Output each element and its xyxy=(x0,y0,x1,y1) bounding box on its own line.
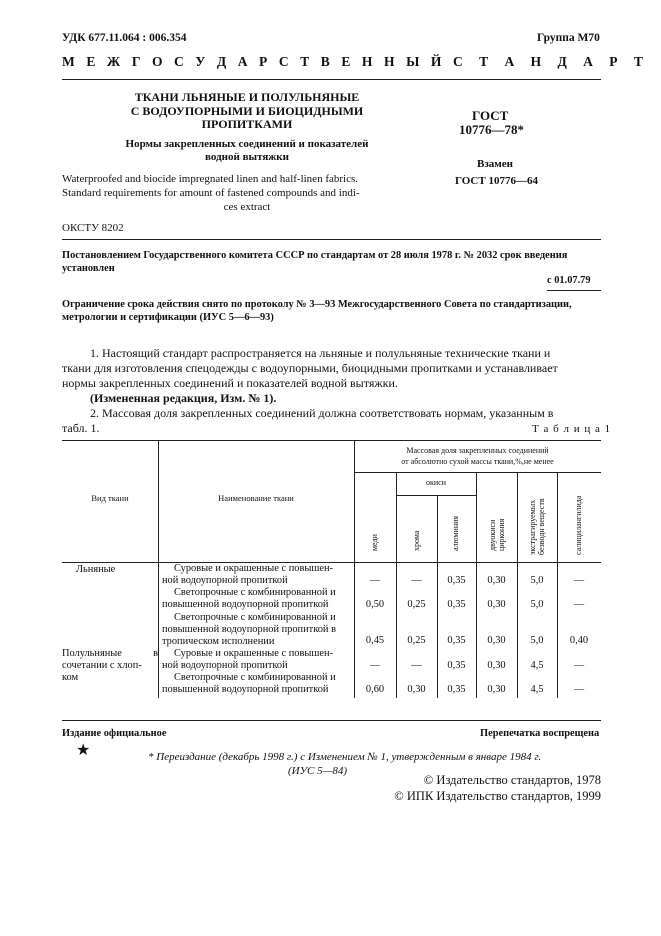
value-extract: 5,0 xyxy=(530,575,544,586)
name-line: Светопрочные с комбинированной и xyxy=(174,587,336,598)
value-salicylanilide: — xyxy=(573,599,585,610)
title-line: ПРОПИТКАМИ xyxy=(201,117,293,131)
header-oxides: окиси xyxy=(426,478,446,487)
table-top-rule xyxy=(62,440,601,441)
subtitle-line: Нормы закрепленных соединений и показателей xyxy=(125,138,369,150)
name-line: Светопрочные с комбинированной и xyxy=(174,612,336,623)
value-aluminium: 0,35 xyxy=(447,684,466,695)
value-copper: 0,45 xyxy=(365,635,385,646)
value-copper: 0,50 xyxy=(365,599,385,610)
reissue-line: * Переиздание (декабрь 1998 г.) с Изменением № 1, утвержденным в январе 1984 г. xyxy=(148,751,542,763)
table-row-name xyxy=(162,587,352,611)
kind-linen: Льняные xyxy=(76,564,116,575)
value-salicylanilide: — xyxy=(573,684,585,695)
title-block xyxy=(62,91,432,132)
value-extract: 4,5 xyxy=(530,684,544,695)
kind-line: сочетании с хлоп- xyxy=(62,660,142,671)
gost-label: ГОСТ xyxy=(472,108,509,123)
value-aluminium: 0,35 xyxy=(447,599,466,610)
udk-code: УДК 677.11.064 : 006.354 xyxy=(62,32,187,44)
value-zirconium: 0,30 xyxy=(487,660,506,671)
name-line: ной водоупорной пропиткой xyxy=(162,660,288,671)
value-chrome: — xyxy=(411,660,422,671)
decree-line: Постановлением Государственного комитета СССР по стандартам от 28 июля 1978 г. № 2032 срок введения xyxy=(62,250,568,261)
paragraph-1 xyxy=(62,346,601,436)
copyright-line: © ИПК Издательство стандартов, 1999 xyxy=(394,789,601,803)
value-aluminium: 0,35 xyxy=(447,575,466,586)
divider xyxy=(62,239,601,240)
header-zirconium xyxy=(488,519,506,551)
value-chrome: 0,25 xyxy=(407,635,426,646)
banner-interstate: М Е Ж Г О С У Д А Р С Т В Е Н Н Ы Й xyxy=(62,54,446,69)
name-line: ной водоупорной пропиткой xyxy=(162,575,288,586)
value-zirconium: 0,30 xyxy=(487,599,506,610)
name-line: повышенной водоупорной пропиткой xyxy=(162,599,329,610)
value-extract: 4,5 xyxy=(530,660,544,671)
header-name: Наименование ткани xyxy=(218,493,294,503)
reprint-notice: Перепечатка воспрещена xyxy=(480,728,600,739)
header-line: безводн веществ xyxy=(537,498,546,555)
paragraph-line: 2. Массовая доля закрепленных соединений должна соответствовать нормам, указанным в xyxy=(90,406,554,420)
replaces-label: Взамен xyxy=(477,158,513,170)
english-title-line: Standard requirements for amount of fastened compounds and indi- xyxy=(62,187,360,199)
header-kind: Вид ткани xyxy=(91,493,129,503)
column-divider xyxy=(158,440,159,698)
name-line: Светопрочные с комбинированной и xyxy=(174,672,336,683)
paragraph-line: 1. Настоящий стандарт распространяется на льняные и полульняные технические ткани и xyxy=(90,346,551,360)
value-aluminium: 0,35 xyxy=(447,660,466,671)
table-row-name xyxy=(162,672,352,696)
group-header-rule xyxy=(354,472,601,473)
name-line: Суровые и окрашенные с повышен- xyxy=(174,563,333,574)
value-copper: — xyxy=(369,660,381,671)
paragraph-line: табл. 1. xyxy=(62,421,100,435)
group-code: Группа М70 xyxy=(537,32,600,44)
value-extract: 5,0 xyxy=(530,599,544,610)
value-zirconium: 0,30 xyxy=(487,635,506,646)
limitation-line: метрологии и сертификации (ИУС 5—6—93) xyxy=(62,311,274,323)
replaces-number: ГОСТ 10776—64 xyxy=(455,175,538,187)
copyright-block xyxy=(300,772,601,804)
okstu-code: ОКСТУ 8202 xyxy=(62,222,124,234)
value-extract: 5,0 xyxy=(530,635,544,646)
kind-line: ком xyxy=(62,672,79,683)
decree xyxy=(62,250,601,275)
english-title xyxy=(62,172,432,214)
value-zirconium: 0,30 xyxy=(487,684,506,695)
table-caption: Т а б л и ц а 1 xyxy=(532,423,612,435)
subtitle-block xyxy=(62,138,432,163)
header-salicylanilide: салицилангилида xyxy=(574,495,583,555)
header-line: Массовая доля закрепленных соединений xyxy=(406,446,549,455)
title-line: ТКАНИ ЛЬНЯНЫЕ И ПОЛУЛЬНЯНЫЕ xyxy=(134,90,360,104)
header-line: от абсолютно сухой массы ткани,%,не менее xyxy=(401,457,554,466)
value-copper: — xyxy=(369,575,381,586)
edition-note: (Измененная редакция, Изм. № 1). xyxy=(90,391,277,405)
reissue-line: (ИУС 5—84) xyxy=(288,765,348,777)
limitation-line: Ограничение срока действия снято по протоколу № 3—93 Межгосударственного Совета по стандартизации, xyxy=(62,299,572,310)
english-title-line: Waterproofed and biocide impregnated linen and half-linen fabrics. xyxy=(62,173,358,185)
name-line: тропическом исполнении xyxy=(162,636,275,647)
effective-date: с 01.07.79 xyxy=(547,275,591,286)
table-row-name xyxy=(162,612,352,648)
kind-half-linen xyxy=(62,648,158,684)
name-line: повышенной водоупорной пропиткой в xyxy=(162,624,337,635)
oxides-rule xyxy=(396,495,476,496)
date-underline xyxy=(547,290,601,291)
gost-number: 10776—78* xyxy=(459,122,524,137)
value-chrome: — xyxy=(411,575,422,586)
header-extract xyxy=(528,498,546,555)
name-line: Суровые и окрашенные с повышен- xyxy=(174,648,333,659)
table-row-name xyxy=(162,563,352,587)
header-rule xyxy=(62,79,601,80)
banner-standard: С Т А Н Д А Р Т xyxy=(453,54,650,69)
name-line: повышенной водоупорной пропиткой xyxy=(162,684,329,695)
official-edition: Издание официальное xyxy=(62,728,167,739)
paragraph-line: нормы закрепленных соединений и показателей водной вытяжки. xyxy=(62,376,398,390)
value-aluminium: 0,35 xyxy=(447,635,466,646)
header-chrome: хрома xyxy=(412,530,421,551)
decree-line: установлен xyxy=(62,262,115,274)
subtitle-line: водной вытяжки xyxy=(205,150,289,163)
kind-line: Полульняные в xyxy=(62,648,158,659)
header-mass-fraction xyxy=(354,445,601,467)
copyright-line: © Издательство стандартов, 1978 xyxy=(423,773,601,787)
english-title-line: ces extract xyxy=(223,201,271,213)
header-line: циркония xyxy=(497,518,506,551)
star-icon: ★ xyxy=(76,742,91,759)
value-salicylanilide: 0,40 xyxy=(569,635,589,646)
value-chrome: 0,30 xyxy=(407,684,426,695)
header-line: экстрагируемых xyxy=(528,499,537,555)
footer-rule xyxy=(62,720,601,721)
value-salicylanilide: — xyxy=(573,575,585,586)
value-copper: 0,60 xyxy=(365,684,385,695)
header-copper: меди xyxy=(370,534,379,551)
title-line: С ВОДОУПОРНЫМИ И БИОЦИДНЫМИ xyxy=(130,103,364,118)
header-aluminium: алюминия xyxy=(451,515,460,551)
paragraph-line: ткани для изготовления спецодежды с водоупорными, биоцидными пропитками и устанавливает xyxy=(62,361,558,375)
value-salicylanilide: — xyxy=(573,660,585,671)
header-line: двуокиси xyxy=(488,519,497,551)
limitation xyxy=(62,299,601,324)
value-zirconium: 0,30 xyxy=(487,575,506,586)
table-row-name xyxy=(162,648,352,672)
value-chrome: 0,25 xyxy=(407,599,426,610)
